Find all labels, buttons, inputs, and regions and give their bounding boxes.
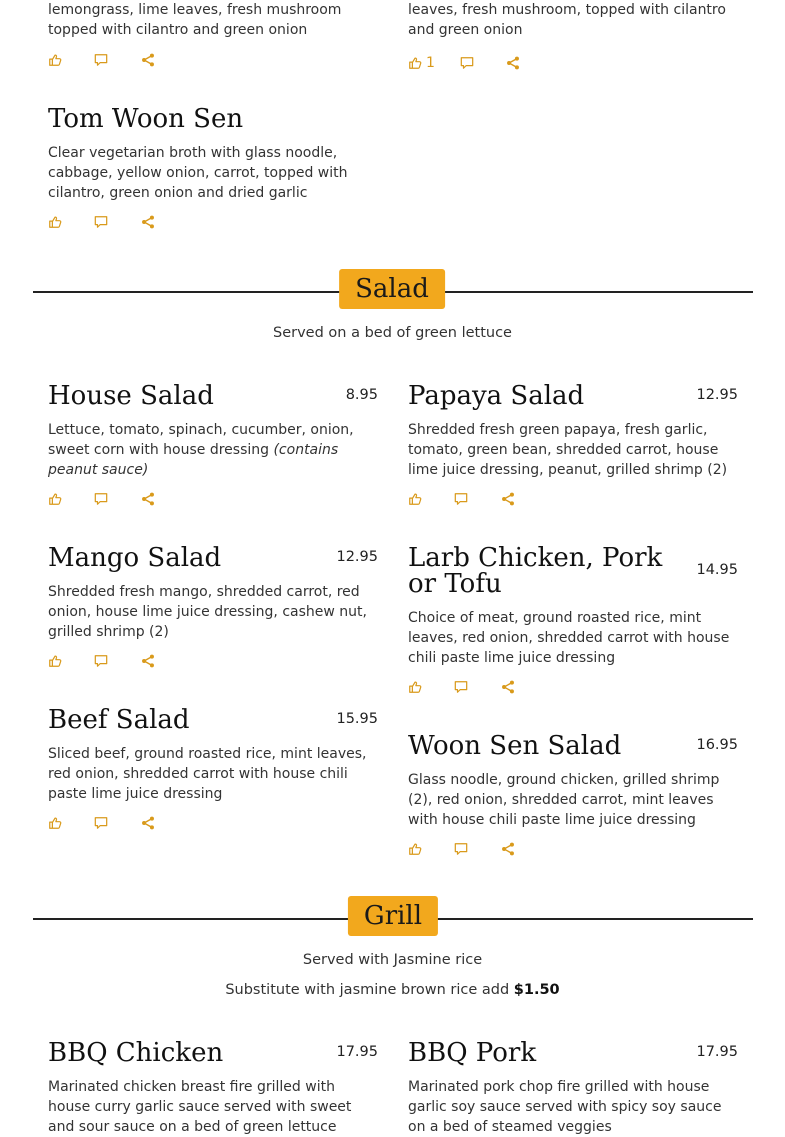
item-actions xyxy=(408,490,608,508)
like-button[interactable] xyxy=(48,652,62,670)
share-icon xyxy=(501,680,515,694)
like-button[interactable] xyxy=(48,213,62,231)
item-description: Clear vegetarian broth with glass noodle, cabbage, yellow onion, carrot, topped with cilantro, green onion and dried garlic xyxy=(48,145,348,201)
comment-button[interactable] xyxy=(460,54,474,72)
thumbs-up-icon xyxy=(48,492,62,506)
section-title-salad: Salad xyxy=(339,269,445,309)
share-icon xyxy=(506,56,520,70)
item-actions xyxy=(408,54,608,72)
item-name: Beef Salad xyxy=(48,705,190,735)
item-name: Larb Chicken, Pork or Tofu xyxy=(408,543,663,599)
description-text: Lettuce, tomato, spinach, cucumber, onion, sweet corn with house dressing xyxy=(48,422,354,458)
share-icon xyxy=(501,492,515,506)
comment-icon xyxy=(460,56,474,70)
like-button[interactable] xyxy=(408,54,435,72)
item-name: Tom Woon Sen xyxy=(48,104,244,134)
item-actions xyxy=(48,652,248,670)
comment-icon xyxy=(94,654,108,668)
comment-button[interactable] xyxy=(94,213,108,231)
comment-icon xyxy=(454,842,468,856)
like-button[interactable] xyxy=(48,51,62,69)
item-description: Glass noodle, ground chicken, grilled shrimp (2), red onion, shredded carrot, mint leaves with house chili paste lime juice dressing xyxy=(408,772,720,828)
like-button[interactable] xyxy=(408,678,422,696)
item-name: Mango Salad xyxy=(48,543,222,573)
item-description: leaves, fresh mushroom, topped with cilantro and green onion xyxy=(408,2,726,38)
comment-button[interactable] xyxy=(454,490,468,508)
item-actions xyxy=(408,840,608,858)
item-name: House Salad xyxy=(48,381,214,411)
item-price: 15.95 xyxy=(336,711,378,727)
comment-icon xyxy=(454,680,468,694)
section-note: Served on a bed of green lettuce xyxy=(273,325,512,341)
thumbs-up-icon xyxy=(48,654,62,668)
share-button[interactable] xyxy=(501,840,515,858)
comment-icon xyxy=(94,215,108,229)
comment-button[interactable] xyxy=(94,814,108,832)
item-actions xyxy=(48,213,248,231)
item-description: Marinated chicken breast fire grilled with house curry garlic sauce served with sweet and sour sauce on a bed of green lettuce xyxy=(48,1079,352,1135)
share-button[interactable] xyxy=(506,54,520,72)
share-button[interactable] xyxy=(141,814,155,832)
thumbs-up-icon xyxy=(408,56,422,70)
item-actions xyxy=(48,814,248,832)
like-button[interactable] xyxy=(48,814,62,832)
share-button[interactable] xyxy=(141,213,155,231)
item-description: Shredded fresh mango, shredded carrot, red onion, house lime juice dressing, cashew nut, grilled shrimp (2) xyxy=(48,584,367,640)
item-actions xyxy=(48,490,248,508)
like-count: 1 xyxy=(426,55,435,71)
item-name: BBQ Pork xyxy=(408,1038,537,1068)
section-note: Served with Jasmine rice xyxy=(302,952,483,968)
share-icon xyxy=(141,816,155,830)
item-price: 12.95 xyxy=(696,387,738,403)
thumbs-up-icon xyxy=(408,842,422,856)
item-price: 17.95 xyxy=(336,1044,378,1060)
item-price: 12.95 xyxy=(336,549,378,565)
item-description: Choice of meat, ground roasted rice, mint leaves, red onion, shredded carrot with house chili paste lime juice dressing xyxy=(408,610,730,666)
share-button[interactable] xyxy=(501,678,515,696)
comment-icon xyxy=(94,492,108,506)
section-title-grill: Grill xyxy=(348,896,438,936)
item-description: Sliced beef, ground roasted rice, mint leaves, red onion, shredded carrot with house chili paste lime juice dressing xyxy=(48,746,367,802)
thumbs-up-icon xyxy=(408,492,422,506)
section-note-substitute xyxy=(0,982,785,998)
comment-icon xyxy=(454,492,468,506)
comment-button[interactable] xyxy=(454,678,468,696)
substitute-text: Substitute with jasmine brown rice add xyxy=(225,982,514,998)
item-name: Papaya Salad xyxy=(408,381,585,411)
item-description: lemongrass, lime leaves, fresh mushroom topped with cilantro and green onion xyxy=(48,2,342,38)
item-price: 14.95 xyxy=(696,562,738,578)
share-button[interactable] xyxy=(141,652,155,670)
share-icon xyxy=(141,53,155,67)
comment-button[interactable] xyxy=(94,51,108,69)
share-icon xyxy=(141,492,155,506)
share-button[interactable] xyxy=(501,490,515,508)
share-icon xyxy=(501,842,515,856)
item-description xyxy=(48,420,363,480)
description-note: (contains peanut sauce) xyxy=(48,442,339,478)
thumbs-up-icon xyxy=(48,215,62,229)
comment-icon xyxy=(94,53,108,67)
comment-button[interactable] xyxy=(94,652,108,670)
item-actions xyxy=(408,678,608,696)
share-icon xyxy=(141,654,155,668)
share-button[interactable] xyxy=(141,490,155,508)
substitute-price: $1.50 xyxy=(513,982,560,998)
like-button[interactable] xyxy=(408,490,422,508)
comment-button[interactable] xyxy=(454,840,468,858)
item-description: Shredded fresh green papaya, fresh garlic, tomato, green bean, shredded carrot, house lime juice dressing, peanut, grilled shrimp (2) xyxy=(408,422,728,478)
comment-button[interactable] xyxy=(94,490,108,508)
item-price: 8.95 xyxy=(345,387,378,403)
thumbs-up-icon xyxy=(408,680,422,694)
item-price: 16.95 xyxy=(696,737,738,753)
item-price: 17.95 xyxy=(696,1044,738,1060)
share-icon xyxy=(141,215,155,229)
comment-icon xyxy=(94,816,108,830)
item-name: BBQ Chicken xyxy=(48,1038,224,1068)
thumbs-up-icon xyxy=(48,816,62,830)
item-description: Marinated pork chop fire grilled with house garlic soy sauce served with spicy soy sauce on a bed of steamed veggies xyxy=(408,1079,722,1135)
share-button[interactable] xyxy=(141,51,155,69)
item-actions xyxy=(48,51,248,69)
item-name: Woon Sen Salad xyxy=(408,731,622,761)
like-button[interactable] xyxy=(408,840,422,858)
thumbs-up-icon xyxy=(48,53,62,67)
like-button[interactable] xyxy=(48,490,62,508)
